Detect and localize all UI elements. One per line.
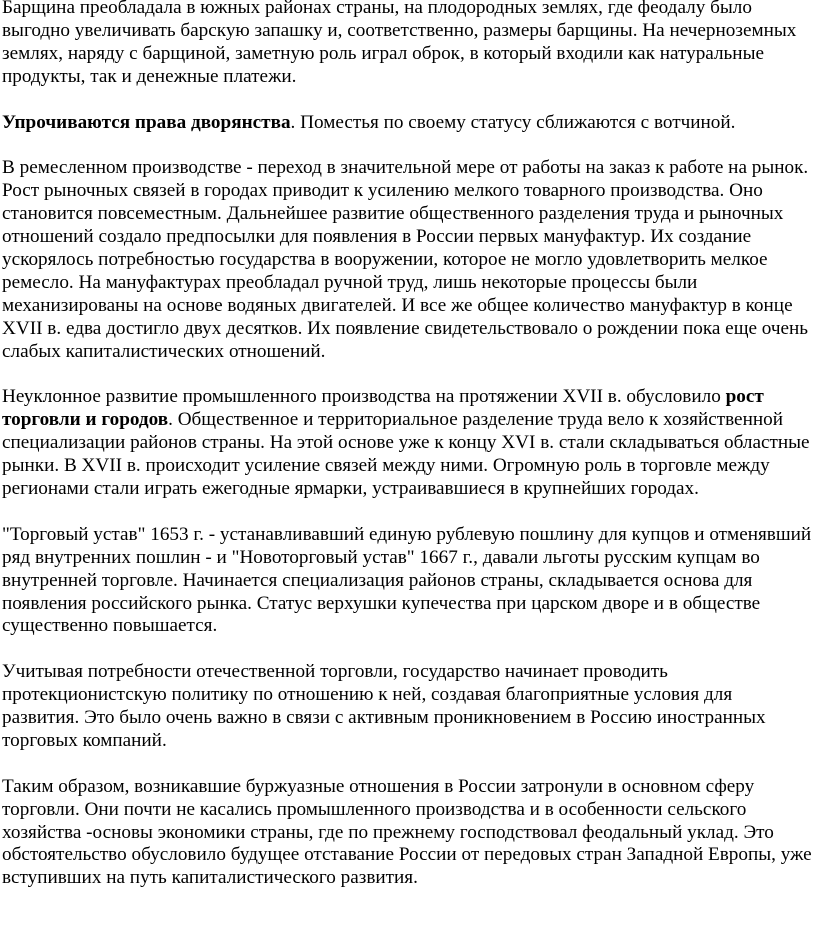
paragraph-text-before: Неуклонное развитие промышленного производства на протяжении XVII в. обусловило xyxy=(2,386,726,408)
paragraph-conclusion xyxy=(2,776,812,891)
paragraph-text: . Поместья по своему статусу сближаются с вотчиной. xyxy=(290,111,736,133)
paragraph-text: "Торговый устав" 1653 г. - устанавливавший единую рублевую пошлину для купцов и отменявший ряд внутренних пошлин - и "Новоторговый устав" 1667 г., давали льготы русским купцам во внутренней торговле. Начинается специализация районов страны, складывается основа для появления российского рынка. Статус верхушки купечества при царском дворе и в обществе существенно повышается. xyxy=(2,523,812,637)
paragraph-trade-charter xyxy=(2,524,812,639)
paragraph-trade-growth xyxy=(2,386,812,501)
paragraph-barshchina xyxy=(2,0,812,89)
paragraph-text: Учитывая потребности отечественной торговли, государство начинает проводить протекционистскую политику по отношению к ней, создавая благоприятные условия для развития. Это было очень важно в связи с активным проникновением в Россию иностранных торговых компаний. xyxy=(2,661,766,751)
paragraph-protectionism xyxy=(2,661,812,753)
paragraph-nobility-rights xyxy=(2,112,812,135)
paragraph-craft-production xyxy=(2,157,812,363)
paragraph-text: В ремесленном производстве - переход в значительной мере от работы на заказ к работе на рынок. Рост рыночных связей в городах приводит к усилению мелкого товарного производства. Оно становится повсеместным. Дальнейшее развитие общественного разделения труда и рыночных отношений создало предпосылки для появления в России первых мануфактур. Их создание ускорялось потребностью государства в вооружении, которое не могло удовлетворить мелкое ремесло. На мануфактурах преобладал ручной труд, лишь некоторые процессы были механизированы на основе водяных двигателей. И все же общее количество мануфактур в конце XVII в. едва достигло двух десятков. Их появление свидетельствовало о рождении пока еще очень слабых капиталистических отношений. xyxy=(2,157,809,362)
paragraph-text: Таким образом, возникавшие буржуазные отношения в России затронули в основном сферу торговли. Они почти не касались промышленного производства и в особенности сельского хозяйства -основы экономики страны, где по прежнему господствовал феодальный уклад. Это обстоятельство обусловило будущее отставание России от передовых стран Западной Европы, уже вступивших на путь капиталистического развития. xyxy=(2,775,812,889)
paragraph-text: Барщина преобладала в южных районах страны, на плодородных землях, где феодалу было выгодно увеличивать барскую запашку и, соответственно, размеры барщины. На нечерноземных землях, наряду с барщиной, заметную роль играл оброк, в который входили как натуральные продукты, так и денежные платежи. xyxy=(2,0,797,87)
paragraph-text: . Общественное и территориальное разделение труда вело к хозяйственной специализации районов страны. На этой основе уже к концу XVI в. стали складываться областные рынки. В XVII в. происходит усиление связей между ними. Огромную роль в торговле между регионами стали играть ежегодные ярмарки, устраивавшиеся в крупнейших городах. xyxy=(2,409,810,499)
bold-phrase: Упрочиваются права дворянства xyxy=(2,111,291,133)
bold-phrase: рост торговли и городов xyxy=(2,386,764,431)
